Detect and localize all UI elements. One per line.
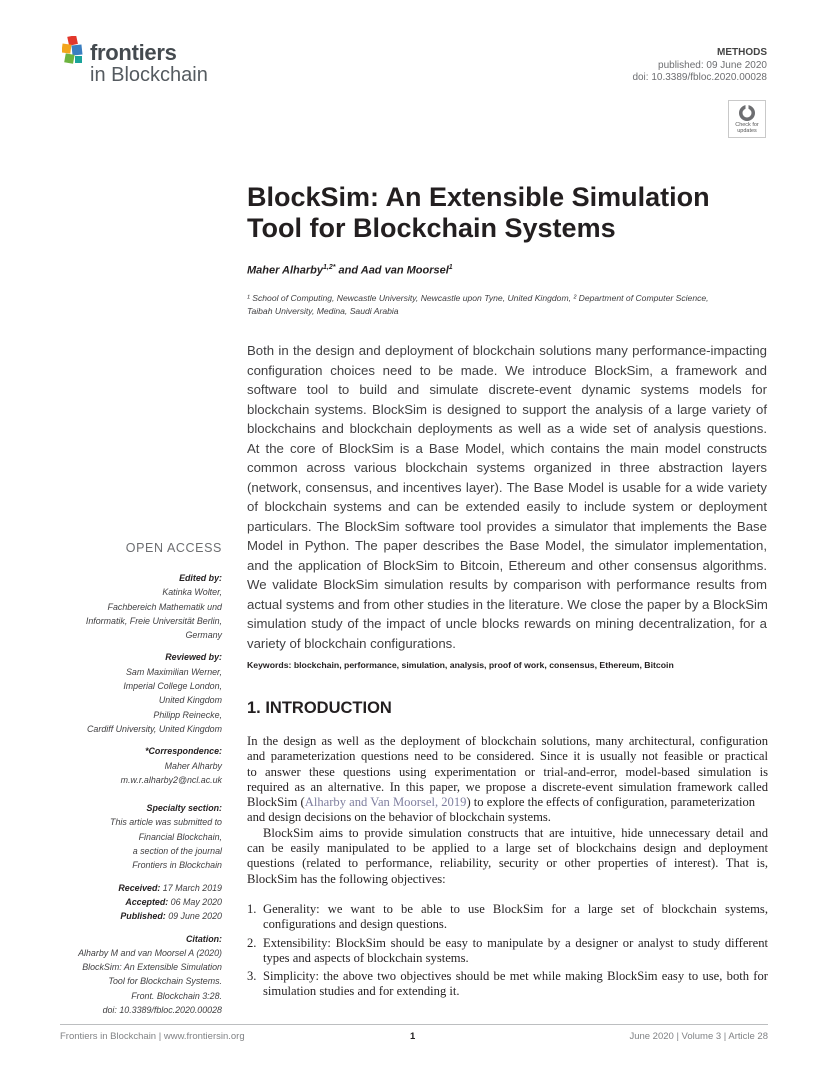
abstract-line: We validate BlockSim simulation results by comparison with performance results from	[247, 577, 767, 592]
editor-line: Fachbereich Mathematik und	[107, 601, 222, 612]
received-date	[40, 881, 222, 895]
article-meta	[632, 47, 767, 85]
abstract-line: actual systems and from other studies in the literature. We close the paper by a BlockSim	[247, 596, 768, 612]
frontiers-logo-icon	[62, 36, 86, 66]
body-line: to answer these questions using experimentation or trial-and-error, model-based simulation is	[247, 764, 768, 779]
citation-label: Citation:	[186, 933, 222, 944]
abstract-line: particulars. The BlockSim software tool provides a simulator that implements the Base	[247, 518, 767, 534]
doi-link[interactable]: doi: 10.3389/fbloc.2020.00028	[632, 72, 767, 83]
body-line: In the design as well as the deployment of blockchain solutions, many architectural, configuration	[247, 734, 768, 748]
correspondence-label: *Correspondence:	[145, 746, 222, 757]
footer-journal-link[interactable]: Frontiers in Blockchain | www.frontiersin.org	[60, 1031, 245, 1042]
abstract-line: and the application of BlockSim to Bitcoin, Ethereum and other consensus algorithms.	[247, 557, 767, 573]
article-title	[247, 182, 787, 244]
logo-wordmark: frontiers	[90, 40, 177, 65]
journal-logo[interactable]	[62, 36, 232, 88]
affiliations	[247, 292, 767, 317]
reviewed-by-label: Reviewed by:	[165, 652, 222, 663]
body-line-with-citation	[247, 795, 768, 810]
published-value: 09 June 2020	[165, 911, 222, 922]
published-date: published: 09 June 2020	[658, 59, 767, 71]
article-type: METHODS	[717, 47, 767, 58]
abstract-line: At the core of BlockSim is a Base Model, which contains the main model constructs	[247, 440, 767, 456]
accepted-value: 06 May 2020	[168, 896, 222, 907]
section-heading: 1. INTRODUCTION	[247, 699, 392, 717]
footer-divider	[60, 1024, 768, 1025]
published-date-sidebar	[40, 909, 222, 923]
abstract-line: common across various blockchain systems organized in three abstraction layers	[247, 460, 767, 475]
check-updates-label: Check for updates	[735, 122, 759, 134]
list-number: 1.	[247, 902, 257, 916]
abstract-line: software tool to build and simulate discrete-event dynamic systems models for	[247, 382, 767, 397]
received-label: Received:	[118, 882, 161, 893]
list-line: Simplicity: the above two objectives should be met while making BlockSim easy to use, both for	[263, 969, 768, 984]
list-item	[247, 936, 768, 967]
reviewer-line: Cardiff University, United Kingdom	[87, 723, 222, 734]
citation-line: Front. Blockchain 3:28.	[131, 990, 222, 1001]
check-for-updates-button[interactable]	[728, 100, 766, 138]
title-line: Tool for Blockchain Systems	[247, 213, 616, 243]
specialty-line: Financial Blockchain,	[138, 831, 222, 842]
correspondence-email[interactable]: m.w.r.alharby2@ncl.ac.uk	[120, 774, 222, 785]
reviewer-line: Philipp Reinecke,	[153, 709, 222, 720]
specialty-line: a section of the journal	[132, 846, 222, 857]
edited-by-label: Edited by:	[179, 573, 222, 583]
list-line: Extensibility: BlockSim should be easy to manipulate by a designer or analyst to study different	[263, 935, 768, 950]
abstract-line: simulation study of the impact of uncle blocks rewards on mining decentralization, for a	[247, 616, 767, 631]
check-updates-icon	[738, 104, 756, 122]
correspondence-name: Maher Alharby	[164, 760, 222, 771]
list-line: configurations and design questions.	[263, 917, 447, 932]
editor-line: Germany	[185, 630, 222, 641]
editor-line: Katinka Wolter,	[162, 587, 222, 598]
citation-line: Alharby M and van Moorsel A (2020)	[78, 947, 222, 958]
body-line: required as an alternative. In this paper, we propose a discrete-event simulation framework called	[247, 779, 768, 794]
abstract-line: (network, consensus, and incentives layer). The Base Model is usable for a wide variety	[247, 479, 767, 495]
affiliation-line: Taibah University, Medina, Saudi Arabia	[247, 305, 399, 316]
abstract-line: Both in the design and deployment of blockchain solutions many performance-impacting	[247, 343, 767, 358]
affiliation-marker: 1,2*	[323, 264, 336, 271]
objectives-list	[247, 902, 768, 1003]
keywords: Keywords: blockchain, performance, simulation, analysis, proof of work, consensus, Ethereum, Bitcoin	[247, 660, 674, 670]
accepted-date	[40, 895, 222, 909]
body-line: BlockSim aims to provide simulation constructs that are intuitive, hide unnecessary detail and	[263, 825, 768, 840]
specialty-line: Frontiers in Blockchain	[132, 860, 222, 871]
author-conjunction: and	[335, 264, 361, 277]
reviewer-line: Sam Maximilian Werner,	[125, 666, 222, 677]
abstract-line: of blockchain systems and can be extended easily to include system or deployment	[247, 499, 767, 514]
list-line: simulation studies and for extending it.	[263, 984, 460, 999]
citation-line: Tool for Blockchain Systems.	[108, 976, 222, 987]
body-line: BlockSim has the following objectives:	[247, 871, 446, 886]
affiliation-line: ¹ School of Computing, Newcastle University, Newcastle upon Tyne, United Kingdom, ² Department of Computer Science,	[247, 293, 709, 303]
abstract-line: variety of blockchain configurations.	[247, 635, 456, 651]
article-info-sidebar	[40, 571, 222, 1017]
title-line: BlockSim: An Extensible Simulation	[247, 182, 710, 212]
body-line: and design decisions on the behavior of blockchain systems.	[247, 810, 551, 825]
citation-line: BlockSim: An Extensible Simulation	[82, 962, 222, 973]
affiliation-marker: 1	[448, 264, 453, 271]
page-number: 1	[410, 1031, 416, 1042]
author-list	[247, 264, 453, 277]
list-line: Generality: we want to be able to use BlockSim for a large set of blockchain systems,	[263, 902, 768, 916]
abstract-line: blockchain systems. BlockSim is designed to support the analysis of a large variety of	[247, 401, 767, 417]
introduction-body	[247, 734, 768, 887]
received-value: 17 March 2019	[160, 882, 222, 893]
list-number: 3.	[247, 969, 257, 984]
body-line: and parameterization questions need to be considered. Since it is usually not feasible or practical	[247, 749, 768, 764]
abstract-line: configuration choices need to be made. We introduce BlockSim, a framework and	[247, 362, 767, 378]
body-text-fragment: BlockSim (	[247, 795, 305, 810]
citation-doi[interactable]: doi: 10.3389/fbloc.2020.00028	[102, 1005, 222, 1016]
body-line: can be easily manipulated to be applied to a large set of blockchains design and deployment	[247, 841, 768, 856]
list-line: types and aspects of blockchain systems.	[263, 950, 469, 965]
body-text-fragment: ) to explore the effects of configuration, parameterization	[466, 795, 756, 810]
specialty-section-label: Specialty section:	[146, 803, 222, 814]
list-item	[247, 902, 768, 933]
editor-line: Informatik, Freie Universität Berlin,	[85, 615, 222, 626]
reviewer-line: United Kingdom	[158, 695, 222, 706]
logo-journal-name: in Blockchain	[90, 64, 208, 86]
accepted-label: Accepted:	[125, 896, 169, 907]
reviewer-line: Imperial College London,	[123, 681, 222, 692]
list-item	[247, 969, 768, 1000]
list-number: 2.	[247, 935, 257, 950]
body-line: questions (related to performance, reliability, security or other properties of interest). That is,	[247, 856, 768, 871]
footer-issue-info: June 2020 | Volume 3 | Article 28	[629, 1031, 768, 1042]
specialty-line: This article was submitted to	[110, 817, 222, 828]
abstract-line: blockchains and blockchain deployments as well as a wide set of analysis questions.	[247, 421, 767, 436]
open-access-label: OPEN ACCESS	[125, 541, 222, 555]
published-label: Published:	[120, 911, 166, 922]
citation-link[interactable]: Alharby and Van Moorsel, 2019	[304, 795, 467, 810]
author-name[interactable]: Aad van Moorsel	[360, 264, 449, 277]
abstract	[247, 341, 767, 653]
abstract-line: Model in Python. The paper describes the Base Model, the simulator implementation,	[247, 538, 767, 553]
author-name[interactable]: Maher Alharby	[247, 264, 324, 277]
